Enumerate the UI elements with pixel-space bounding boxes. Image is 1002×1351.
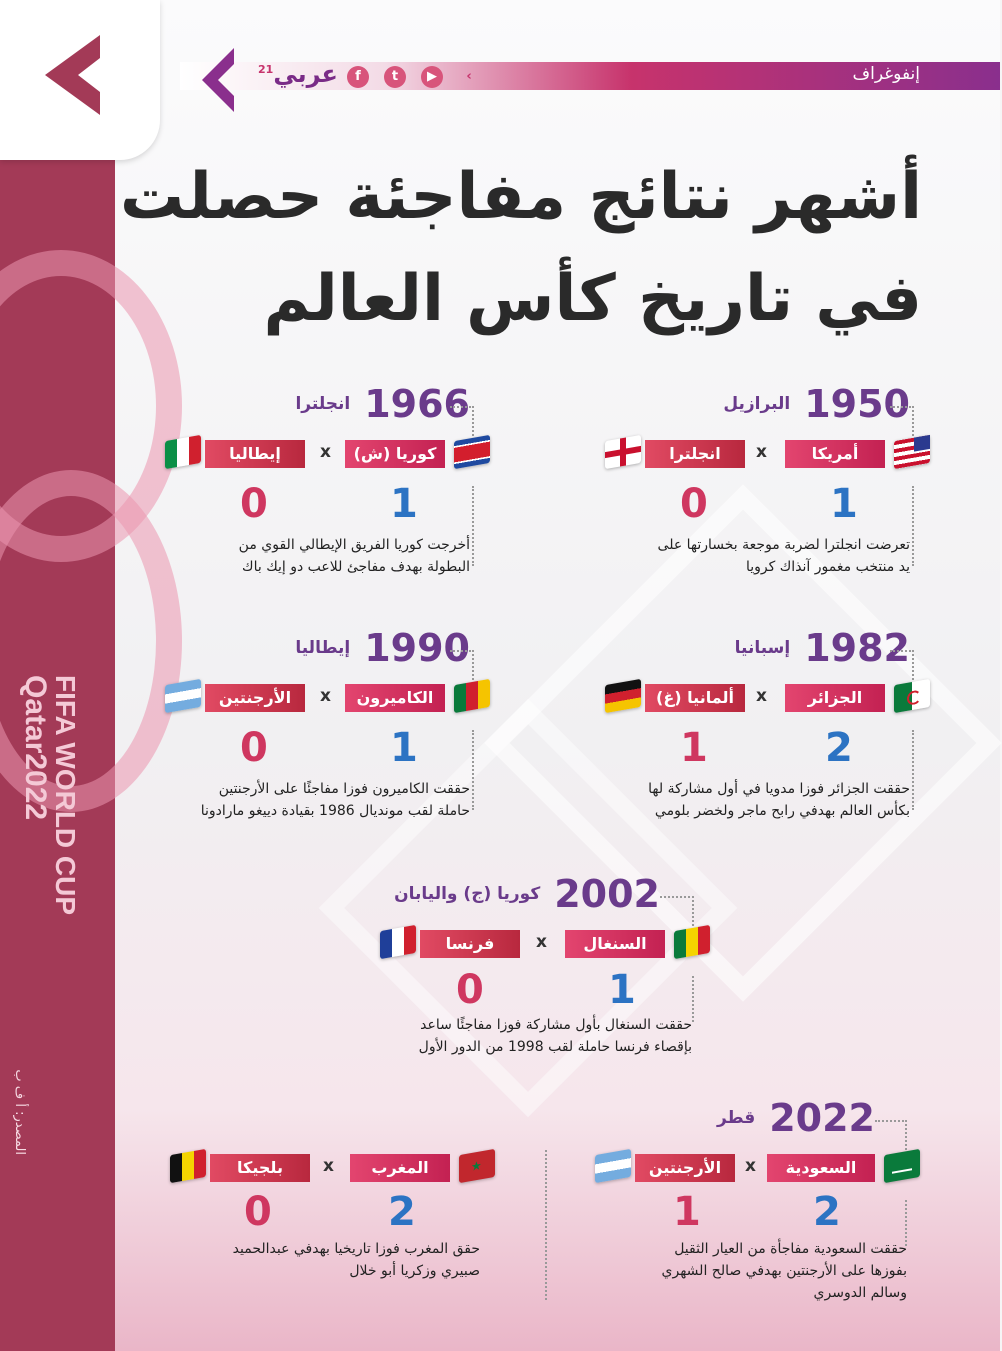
note-line-2: صبيري وزكريا أبو خلال [349, 1263, 480, 1279]
host-country: إيطاليا [295, 638, 351, 658]
source-credit [2, 1069, 42, 1275]
brand-sup: 21 [258, 63, 274, 76]
year-row [295, 626, 470, 670]
north-korea-flag-icon [454, 435, 490, 469]
team-1 [780, 684, 930, 712]
twitter-icon[interactable]: t [384, 66, 406, 88]
facebook-icon[interactable]: f [347, 66, 369, 88]
versus-mark: x [320, 442, 331, 462]
team-2 [380, 930, 520, 958]
belgium-flag-icon [170, 1149, 206, 1183]
connector-dots [912, 486, 914, 566]
team-1 [345, 1154, 495, 1182]
match-block-1966 [160, 382, 490, 582]
team-1-score: 2 [825, 725, 853, 771]
note-line-1: أخرجت كوريا الفريق الإيطالي القوي من [238, 537, 470, 553]
team-2 [595, 1154, 735, 1182]
match-block-2022-morocco [160, 1096, 500, 1316]
team-1-label: كوريا (ش) [345, 440, 445, 468]
versus-mark: x [745, 1156, 756, 1176]
connector-dots [912, 730, 914, 810]
team-1-label: أمريكا [785, 440, 885, 468]
team-2-label: الأرجنتين [635, 1154, 735, 1182]
team-1-label: السعودية [767, 1154, 875, 1182]
connector-dots [472, 730, 474, 810]
note-line-2: يد منتخب مغمور آنذاك كرويا [746, 559, 910, 575]
match-note [587, 1238, 907, 1304]
year: 1982 [804, 626, 910, 670]
connector-dots [472, 486, 474, 566]
team-2 [165, 440, 305, 468]
match-note [580, 778, 910, 822]
host-country: إسبانيا [734, 638, 791, 658]
match-note [590, 534, 910, 578]
team-1-score: 2 [813, 1189, 841, 1235]
match-note [150, 534, 470, 578]
usa-flag-icon [894, 435, 930, 469]
note-line-2: حاملة لقب مونديال 1986 بقيادة دييغو مارادونا [200, 803, 470, 819]
team-1-label: المغرب [350, 1154, 450, 1182]
team-1-score: 1 [390, 725, 418, 771]
team-2 [170, 1154, 310, 1182]
versus-mark: x [756, 442, 767, 462]
team-1-score: 1 [390, 481, 418, 527]
match-block-2002 [370, 872, 700, 1072]
team-1-label: الجزائر [785, 684, 885, 712]
note-line-1: حققت السعودية مفاجأة من العيار الثقيل [674, 1241, 907, 1257]
year-row [723, 382, 910, 426]
host-country: البرازيل [723, 394, 791, 414]
team-2-score: 0 [680, 481, 708, 527]
team-2-score: 0 [240, 725, 268, 771]
channel-logo-tab [0, 0, 160, 160]
year: 1950 [804, 382, 910, 426]
note-line-1: حقق المغرب فوزا تاريخيا بهدفي عبدالحميد [232, 1241, 480, 1257]
team-1 [765, 1154, 920, 1182]
team-1-score: 1 [608, 967, 636, 1013]
versus-mark: x [756, 686, 767, 706]
team-2-label: ألمانيا (غ) [645, 684, 745, 712]
year-row [716, 1096, 875, 1140]
match-divider [545, 1150, 547, 1300]
versus-mark: x [320, 686, 331, 706]
team-2 [165, 684, 305, 712]
match-block-1950 [600, 382, 930, 582]
team-2-score: 0 [456, 967, 484, 1013]
morocco-flag-icon: ★ [459, 1149, 495, 1183]
team-2-score: 0 [244, 1189, 272, 1235]
versus-mark: x [323, 1156, 334, 1176]
year-row [734, 626, 910, 670]
germany-flag-icon [605, 679, 641, 713]
team-2-label: الأرجنتين [205, 684, 305, 712]
host-country: انجلترا [295, 394, 351, 414]
wordmark-line2: Qatar2022 [19, 675, 52, 821]
brand-text: عربي [273, 60, 338, 88]
connector-dots [692, 976, 694, 1022]
brand-arrow-icon[interactable]: ‹ [466, 69, 472, 84]
algeria-flag-icon [894, 679, 930, 713]
year: 1990 [364, 626, 470, 670]
year: 2002 [554, 872, 660, 916]
host-country: كوريا (ج) واليابان [394, 884, 541, 904]
match-note [160, 1238, 480, 1282]
team-2 [605, 440, 745, 468]
note-line-1: تعرضت انجلترا لضربة موجعة بخسارتها على [657, 537, 910, 553]
cameroon-flag-icon [454, 679, 490, 713]
match-block-1982 [600, 626, 930, 826]
team-2-score: 1 [673, 1189, 701, 1235]
wordmark-line1: FIFA WORLD CUP [50, 675, 81, 916]
team-1-score: 1 [830, 481, 858, 527]
senegal-flag-icon [674, 925, 710, 959]
france-flag-icon [380, 925, 416, 959]
note-line-2: بكأس العالم بهدفي رابح ماجر ولخضر بلومي [654, 803, 910, 819]
saudi-flag-icon [884, 1149, 920, 1183]
left-side-band [0, 0, 115, 1351]
match-block-2022 [585, 1096, 925, 1316]
argentina-flag-icon [595, 1149, 631, 1183]
team-2-label: إيطاليا [205, 440, 305, 468]
team-1 [340, 440, 490, 468]
team-2-label: فرنسا [420, 930, 520, 958]
infographic-label: إنفوغراف [852, 64, 920, 84]
team-2 [605, 684, 745, 712]
note-line-3: وسالم الدوسري [813, 1285, 907, 1301]
team-2-score: 0 [240, 481, 268, 527]
source-text: المصدر: أ ف ب [12, 1069, 27, 1155]
title-line-2: في تاريخ كأس العالم [263, 262, 922, 336]
world-cup-wordmark [19, 675, 98, 1095]
team-2-label: بلجيكا [210, 1154, 310, 1182]
versus-mark: x [536, 932, 547, 952]
youtube-icon[interactable]: ▶ [421, 66, 443, 88]
note-line-2: بفوزها على الأرجنتين بهدفي صالح الشهري [661, 1263, 907, 1279]
host-country: قطر [716, 1108, 756, 1128]
note-line-2: بإقصاء فرنسا حاملة لقب 1998 من الدور الأول [418, 1039, 692, 1055]
brand-logo-icon [196, 44, 242, 118]
team-1-score: 2 [388, 1189, 416, 1235]
argentina-flag-icon [165, 679, 201, 713]
team-1-label: الكاميرون [345, 684, 445, 712]
team-1 [340, 684, 490, 712]
team-2-score: 1 [680, 725, 708, 771]
logo-arrow-icon [0, 0, 160, 160]
year-row [295, 382, 470, 426]
note-line-2: البطولة بهدف مفاجئ للاعب دو إيك باك [242, 559, 470, 575]
note-line-1: حققت الكاميرون فوزا مفاجئًا على الأرجنتين [218, 781, 470, 797]
note-line-1: حققت السنغال بأول مشاركة فوزا مفاجئًا ساعد [420, 1017, 692, 1033]
match-note [362, 1014, 692, 1058]
title-line-1: أشهر نتائج مفاجئة حصلت [120, 160, 922, 234]
year: 2022 [769, 1096, 875, 1140]
brand-name [258, 60, 338, 88]
team-1-label: السنغال [565, 930, 665, 958]
team-2-label: انجلترا [645, 440, 745, 468]
team-1 [780, 440, 930, 468]
note-line-1: حققت الجزائر فوزا مدويا في أول مشاركة لها [648, 781, 910, 797]
year: 1966 [364, 382, 470, 426]
year-row [394, 872, 660, 916]
match-block-1990 [160, 626, 490, 826]
match-note [140, 778, 470, 822]
england-flag-icon [605, 435, 641, 469]
italy-flag-icon [165, 435, 201, 469]
team-1 [560, 930, 710, 958]
